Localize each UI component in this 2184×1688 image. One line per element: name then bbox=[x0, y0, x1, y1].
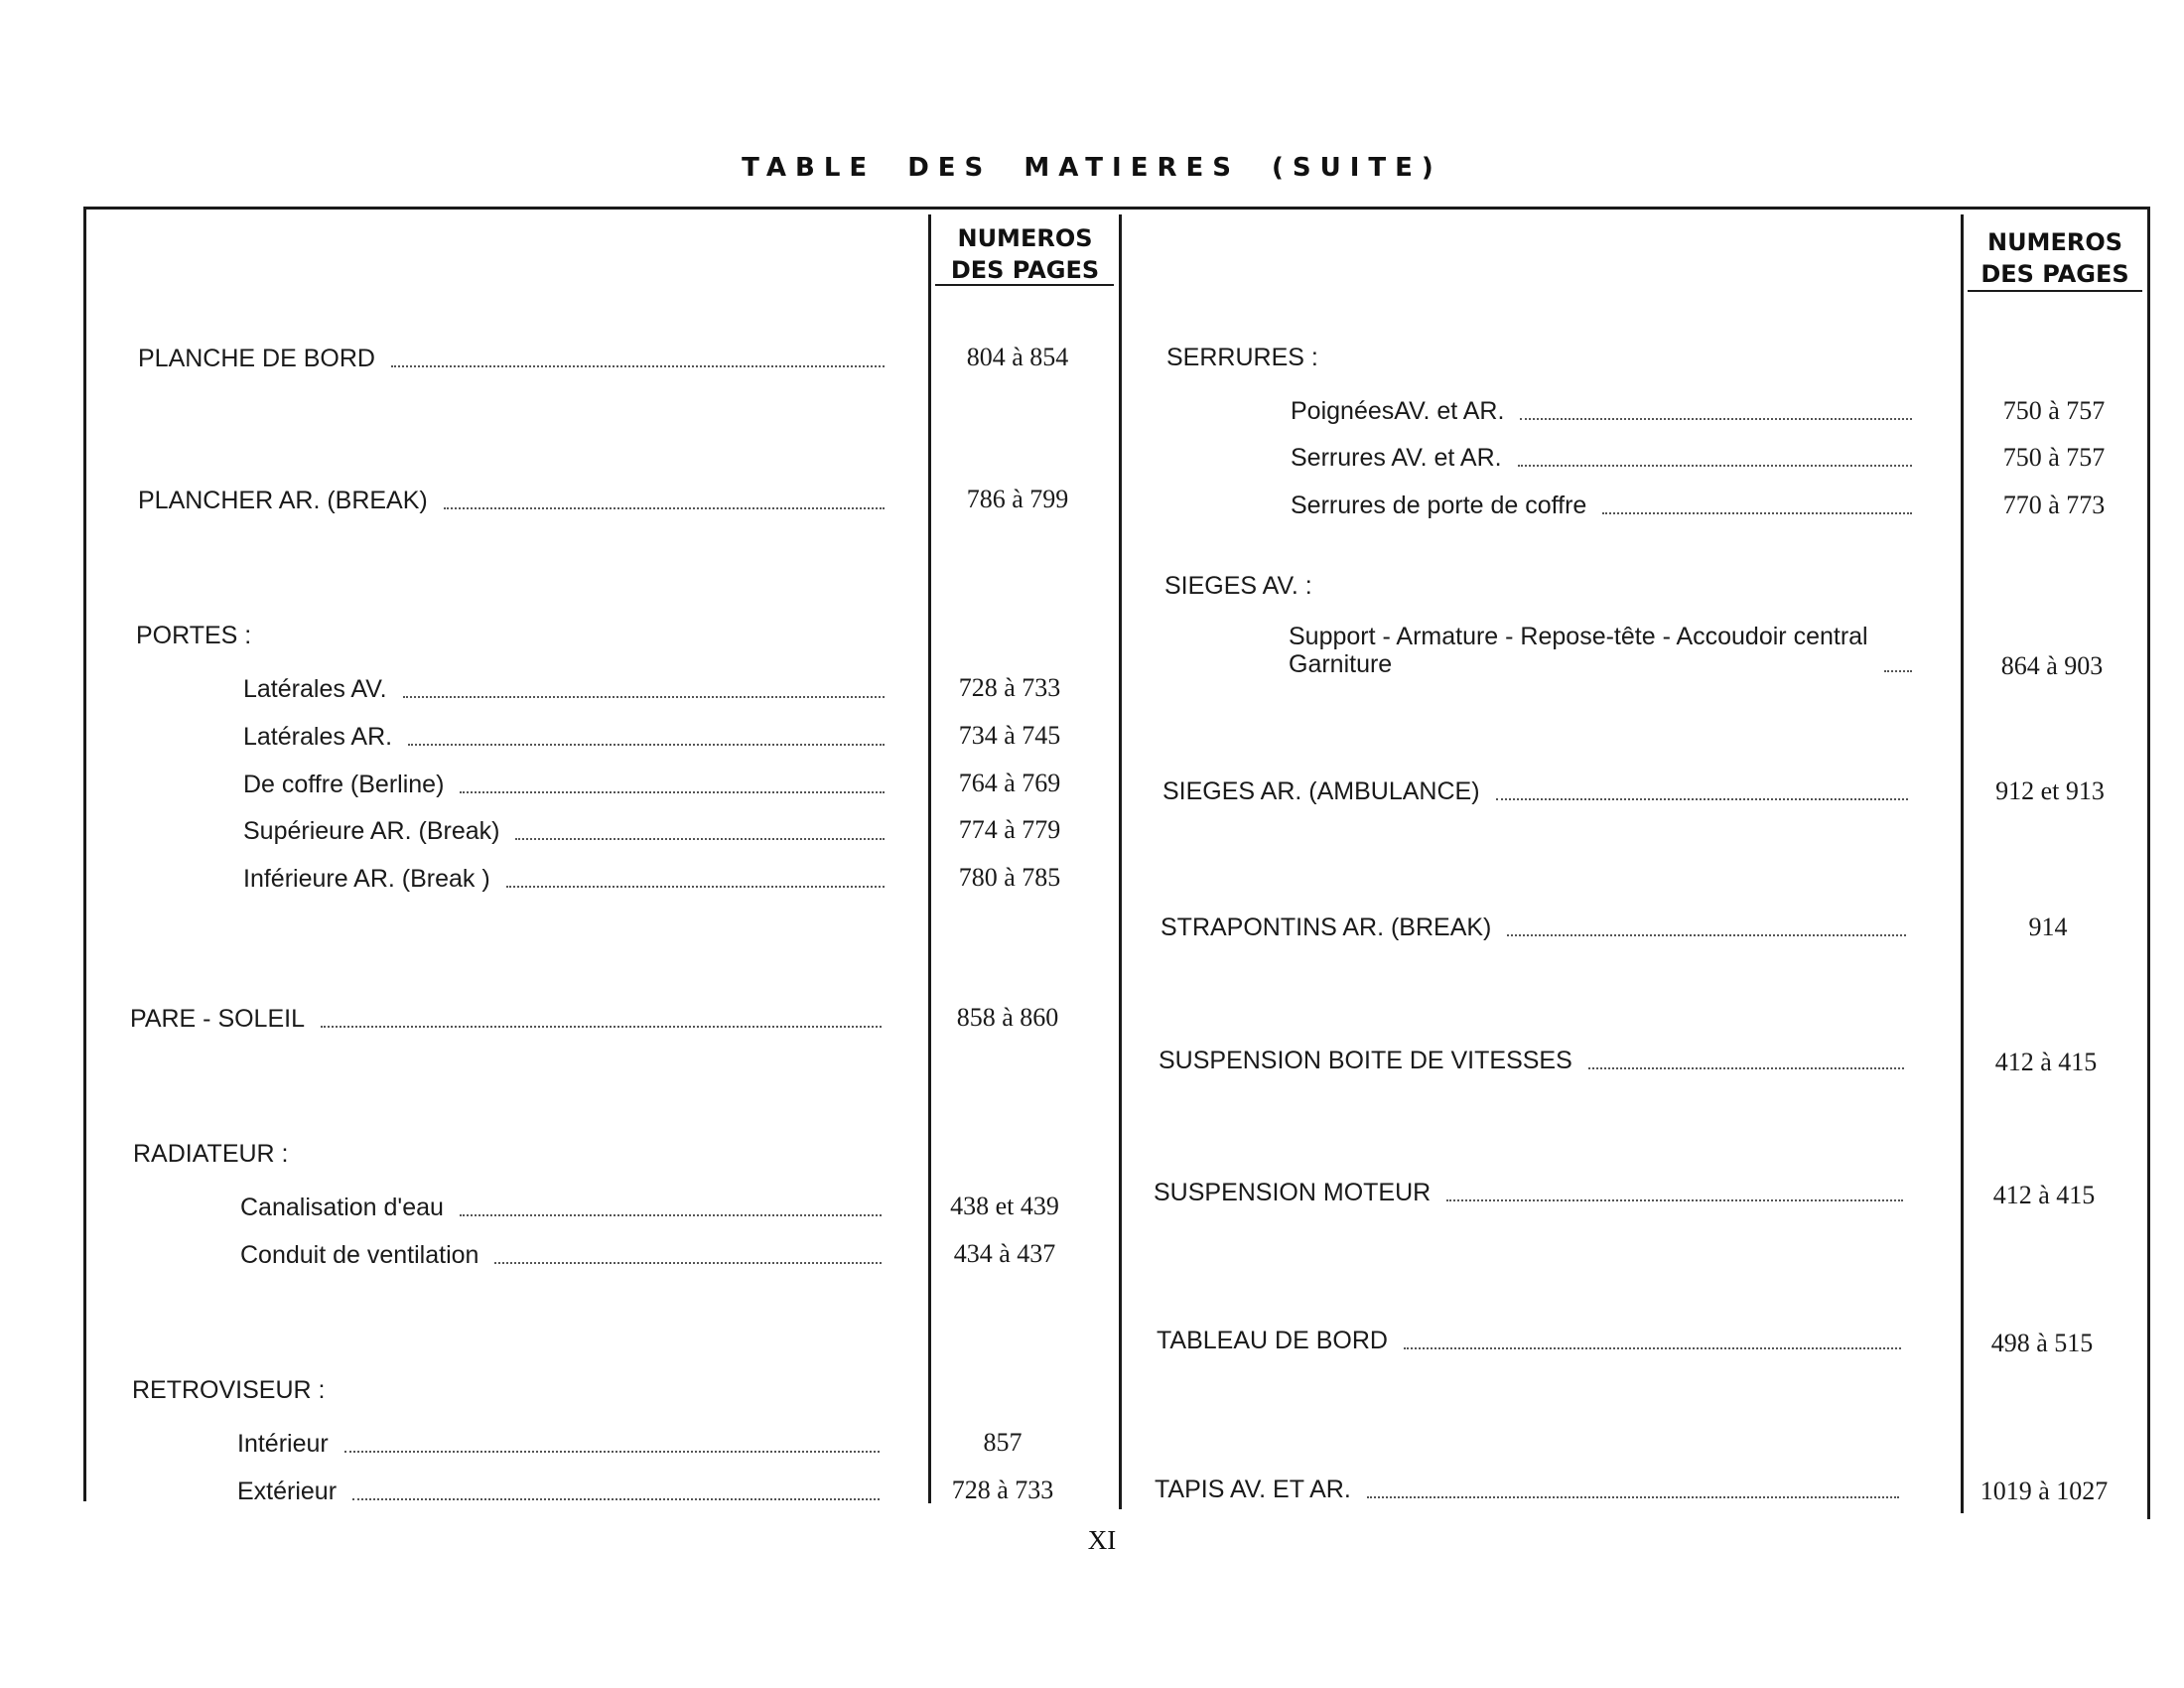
leader-dots bbox=[494, 1262, 882, 1264]
left-column-header-rule bbox=[935, 284, 1114, 286]
leader-dots bbox=[321, 1026, 882, 1028]
toc-entry-label: PoignéesAV. et AR. bbox=[1291, 397, 1505, 425]
leader-dots bbox=[403, 696, 885, 698]
left-pages-column-left-rule bbox=[928, 214, 931, 1503]
leader-dots bbox=[1496, 798, 1908, 800]
page-number: 774 à 779 bbox=[958, 815, 1061, 844]
right-column-header-rule bbox=[1968, 290, 2142, 292]
page-number: 770 à 773 bbox=[2002, 491, 2106, 519]
page-number: 750 à 757 bbox=[2002, 443, 2106, 472]
page-number: 412 à 415 bbox=[1992, 1181, 2096, 1209]
toc-entry-label: SIEGES AR. (AMBULANCE) bbox=[1162, 777, 1480, 805]
page-number: 786 à 799 bbox=[966, 485, 1069, 513]
toc-entry-label-line2: Garniture bbox=[1289, 650, 1393, 678]
leader-dots bbox=[1520, 418, 1912, 420]
toc-entry-label: Serrures AV. et AR. bbox=[1291, 444, 1502, 472]
toc-entry-label: Conduit de ventilation bbox=[240, 1241, 479, 1269]
toc-entry-pare-soleil bbox=[130, 998, 882, 1034]
leader-dots bbox=[1518, 465, 1912, 467]
page-number: 498 à 515 bbox=[1990, 1329, 2094, 1357]
toc-entry-label: TABLEAU DE BORD bbox=[1157, 1327, 1388, 1354]
leader-dots bbox=[506, 886, 885, 888]
page-number: 804 à 854 bbox=[966, 343, 1069, 371]
page-number: 912 et 913 bbox=[1995, 776, 2105, 805]
toc-entry-label: SUSPENSION MOTEUR bbox=[1154, 1179, 1432, 1206]
section-heading-portes: PORTES : bbox=[136, 622, 252, 649]
section-heading-serrures: SERRURES : bbox=[1166, 344, 1318, 371]
left-column-header-line2: DES PAGES bbox=[950, 256, 1100, 284]
leader-dots bbox=[1446, 1199, 1903, 1201]
page-number: 438 et 439 bbox=[950, 1192, 1059, 1220]
toc-entry-label: Supérieure AR. (Break) bbox=[243, 817, 500, 845]
toc-entry-suspension-boite bbox=[1159, 1040, 1904, 1075]
leader-dots bbox=[460, 791, 885, 793]
page-number: 780 à 785 bbox=[958, 863, 1061, 892]
section-heading-retroviseur: RETROVISEUR : bbox=[132, 1376, 326, 1404]
page-number: 1019 à 1027 bbox=[1979, 1477, 2109, 1505]
page-number: 412 à 415 bbox=[1994, 1048, 2098, 1076]
leader-dots bbox=[1367, 1496, 1899, 1498]
left-column-header bbox=[928, 222, 1122, 286]
toc-entry-interieur bbox=[237, 1423, 880, 1459]
page-number: 914 bbox=[2028, 913, 2068, 941]
leader-dots bbox=[352, 1498, 880, 1500]
toc-entry-support-armature bbox=[1289, 621, 1912, 678]
page-number: 728 à 733 bbox=[951, 1476, 1054, 1504]
toc-entry-label: Serrures de porte de coffre bbox=[1291, 492, 1587, 519]
toc-entry-label bbox=[1289, 623, 1868, 678]
toc-entry-label: PARE - SOLEIL bbox=[130, 1005, 305, 1033]
toc-entry-label: De coffre (Berline) bbox=[243, 771, 445, 798]
toc-entry-label: PLANCHER AR. (BREAK) bbox=[138, 487, 428, 514]
frame-right-rule bbox=[2147, 207, 2150, 1519]
toc-entry-label: Latérales AV. bbox=[243, 675, 387, 703]
toc-entry-label: PLANCHE DE BORD bbox=[138, 345, 375, 372]
toc-entry-sieges-ar bbox=[1162, 771, 1908, 806]
leader-dots bbox=[444, 507, 885, 509]
toc-entry-planche-de-bord bbox=[138, 338, 885, 373]
leader-dots bbox=[391, 365, 885, 367]
leader-dots bbox=[515, 838, 885, 840]
toc-entry-label: SUSPENSION BOITE DE VITESSES bbox=[1159, 1047, 1572, 1074]
page-number: 734 à 745 bbox=[958, 721, 1061, 750]
section-heading-radiateur: RADIATEUR : bbox=[133, 1140, 289, 1168]
toc-entry-laterales-ar bbox=[243, 716, 885, 752]
page-number: 728 à 733 bbox=[958, 673, 1061, 702]
toc-entry-label: Inférieure AR. (Break ) bbox=[243, 865, 490, 893]
page-folio: XI bbox=[1087, 1525, 1117, 1555]
right-column-header-line1: NUMEROS bbox=[1986, 228, 2123, 256]
toc-entry-label: TAPIS AV. ET AR. bbox=[1155, 1476, 1351, 1503]
toc-entry-de-coffre bbox=[243, 764, 885, 799]
toc-entry-label-line1: Support - Armature - Repose-tête - Accoudoir central bbox=[1289, 623, 1868, 650]
leader-dots bbox=[460, 1214, 882, 1216]
page-number: 858 à 860 bbox=[956, 1003, 1059, 1032]
section-heading-sieges-av: SIEGES AV. : bbox=[1164, 572, 1312, 600]
toc-entry-suspension-moteur bbox=[1154, 1172, 1903, 1207]
toc-entry-laterales-av bbox=[243, 668, 885, 704]
toc-entry-exterieur bbox=[237, 1471, 880, 1506]
toc-entry-tableau-de-bord bbox=[1157, 1320, 1901, 1355]
leader-dots bbox=[1507, 934, 1906, 936]
toc-entry-superieure-ar bbox=[243, 810, 885, 846]
right-column-header bbox=[1961, 226, 2149, 290]
toc-entry-tapis bbox=[1155, 1469, 1899, 1504]
page-title: TABLE DES MATIERES (SUITE) bbox=[742, 153, 1442, 183]
toc-entry-poignees bbox=[1291, 390, 1912, 426]
page-number: 750 à 757 bbox=[2002, 396, 2106, 425]
leader-dots bbox=[1588, 1067, 1904, 1069]
center-divider-rule bbox=[1119, 214, 1122, 1509]
toc-entry-label: STRAPONTINS AR. (BREAK) bbox=[1160, 914, 1492, 941]
page-number: 764 à 769 bbox=[958, 769, 1061, 797]
toc-entry-canalisation-eau bbox=[240, 1187, 882, 1222]
right-column-header-line2: DES PAGES bbox=[1980, 260, 2129, 288]
page-number: 857 bbox=[983, 1428, 1023, 1457]
left-column-header-line1: NUMEROS bbox=[957, 224, 1093, 252]
right-pages-column-left-rule bbox=[1961, 214, 1964, 1513]
toc-entry-label: Intérieur bbox=[237, 1430, 329, 1458]
leader-dots bbox=[1602, 512, 1912, 514]
leader-dots bbox=[408, 744, 885, 746]
frame-top-rule bbox=[83, 207, 2150, 210]
leader-dots bbox=[1404, 1347, 1901, 1349]
frame-left-rule bbox=[83, 207, 86, 1501]
toc-entry-serrures-porte-coffre bbox=[1291, 485, 1912, 520]
toc-entry-conduit-ventilation bbox=[240, 1234, 882, 1270]
toc-entry-inferieure-ar bbox=[243, 858, 885, 894]
toc-entry-plancher-ar bbox=[138, 480, 885, 515]
page-number: 434 à 437 bbox=[953, 1239, 1056, 1268]
toc-entry-strapontins bbox=[1160, 907, 1906, 942]
toc-entry-label: Canalisation d'eau bbox=[240, 1194, 444, 1221]
toc-entry-label: Latérales AR. bbox=[243, 723, 393, 751]
toc-entry-serrures-av-ar bbox=[1291, 437, 1912, 473]
leader-dots bbox=[344, 1451, 880, 1453]
leader-dots bbox=[1884, 670, 1912, 672]
toc-entry-label: Extérieur bbox=[237, 1477, 338, 1505]
page-number: 864 à 903 bbox=[2000, 651, 2104, 680]
